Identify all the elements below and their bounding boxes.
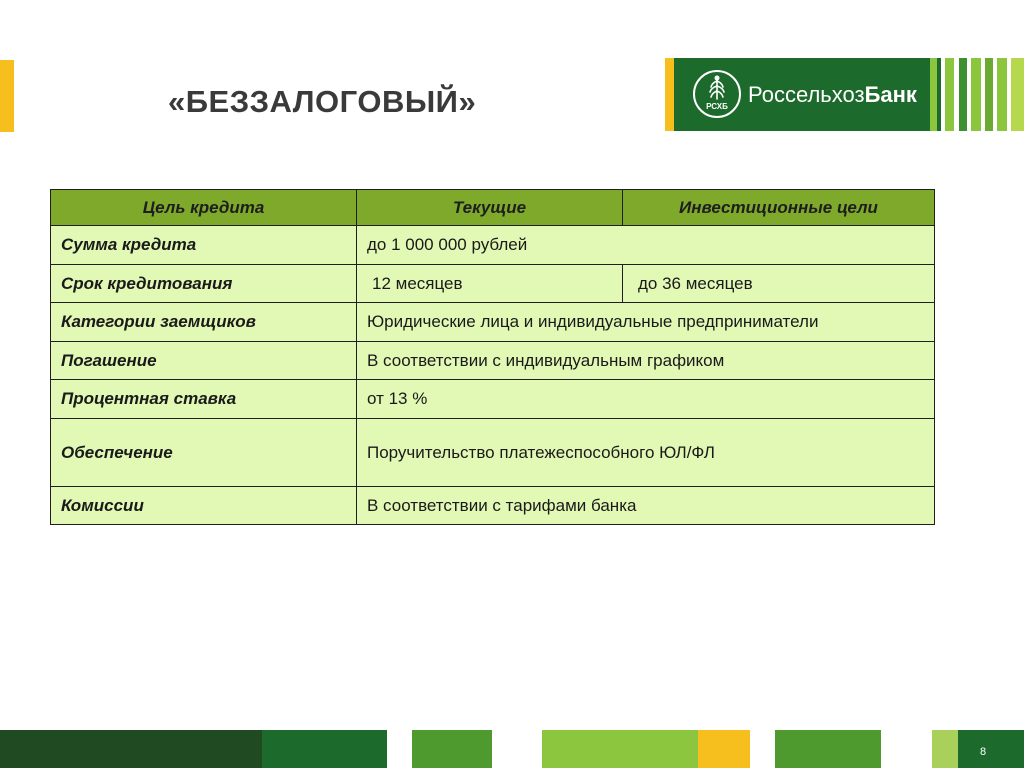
left-accent-bar: [0, 60, 14, 132]
logo-yellow-edge: [665, 58, 674, 131]
row-value: до 1 000 000 рублей: [357, 226, 935, 265]
slide-title: «БЕЗЗАЛОГОВЫЙ»: [168, 84, 477, 119]
row-label: Категории заемщиков: [51, 303, 357, 342]
footer-segment: [0, 730, 262, 768]
logo-stripe: [945, 58, 954, 131]
logo-stripe: [985, 58, 993, 131]
row-value: В соответствии с тарифами банка: [357, 487, 935, 525]
logo-stripe: [959, 58, 967, 131]
emblem-text: РСХБ: [706, 102, 728, 111]
logo-stripe: [930, 58, 937, 131]
logo-main-block: [674, 58, 930, 131]
row-label: Процентная ставка: [51, 380, 357, 419]
row-value-current: 12 месяцев: [357, 265, 623, 303]
logo-stripe: [1011, 58, 1024, 131]
footer-segment: [932, 730, 958, 768]
brand-name-regular: Россельхоз: [748, 82, 865, 107]
footer-segment: [262, 730, 387, 768]
header-investment: Инвестиционные цели: [623, 190, 935, 226]
row-value: от 13 %: [357, 380, 935, 419]
row-value: Поручительство платежеспособного ЮЛ/ФЛ: [357, 419, 935, 487]
brand-name-bold: Банк: [864, 82, 917, 107]
brand-name: [748, 82, 917, 108]
header-loan-purpose: Цель кредита: [51, 190, 357, 226]
row-label: Срок кредитования: [51, 265, 357, 303]
table-row: [51, 226, 935, 265]
header-current: Текущие: [357, 190, 623, 226]
row-label: Сумма кредита: [51, 226, 357, 265]
bank-logo: [665, 58, 1024, 131]
table-row: [51, 487, 935, 525]
table-row: [51, 342, 935, 380]
footer-segment: [542, 730, 698, 768]
table-row: [51, 265, 935, 303]
page-number: 8: [979, 746, 987, 758]
row-label: Обеспечение: [51, 419, 357, 487]
footer-segment: [775, 730, 881, 768]
table-row: [51, 303, 935, 342]
row-label: Погашение: [51, 342, 357, 380]
table-header-row: [51, 190, 935, 226]
wheat-key-emblem-icon: [692, 69, 742, 119]
logo-stripe: [971, 58, 981, 131]
table-row: [51, 419, 935, 487]
row-value-investment: до 36 месяцев: [623, 265, 935, 303]
row-value: В соответствии с индивидуальным графиком: [357, 342, 935, 380]
row-label: Комиссии: [51, 487, 357, 525]
row-value: Юридические лица и индивидуальные предприниматели: [357, 303, 935, 342]
loan-terms-table: [50, 189, 935, 525]
footer-segment: [698, 730, 750, 768]
logo-stripe: [997, 58, 1007, 131]
footer-stripes: [0, 730, 1024, 768]
table-row: [51, 380, 935, 419]
footer-segment: [412, 730, 492, 768]
